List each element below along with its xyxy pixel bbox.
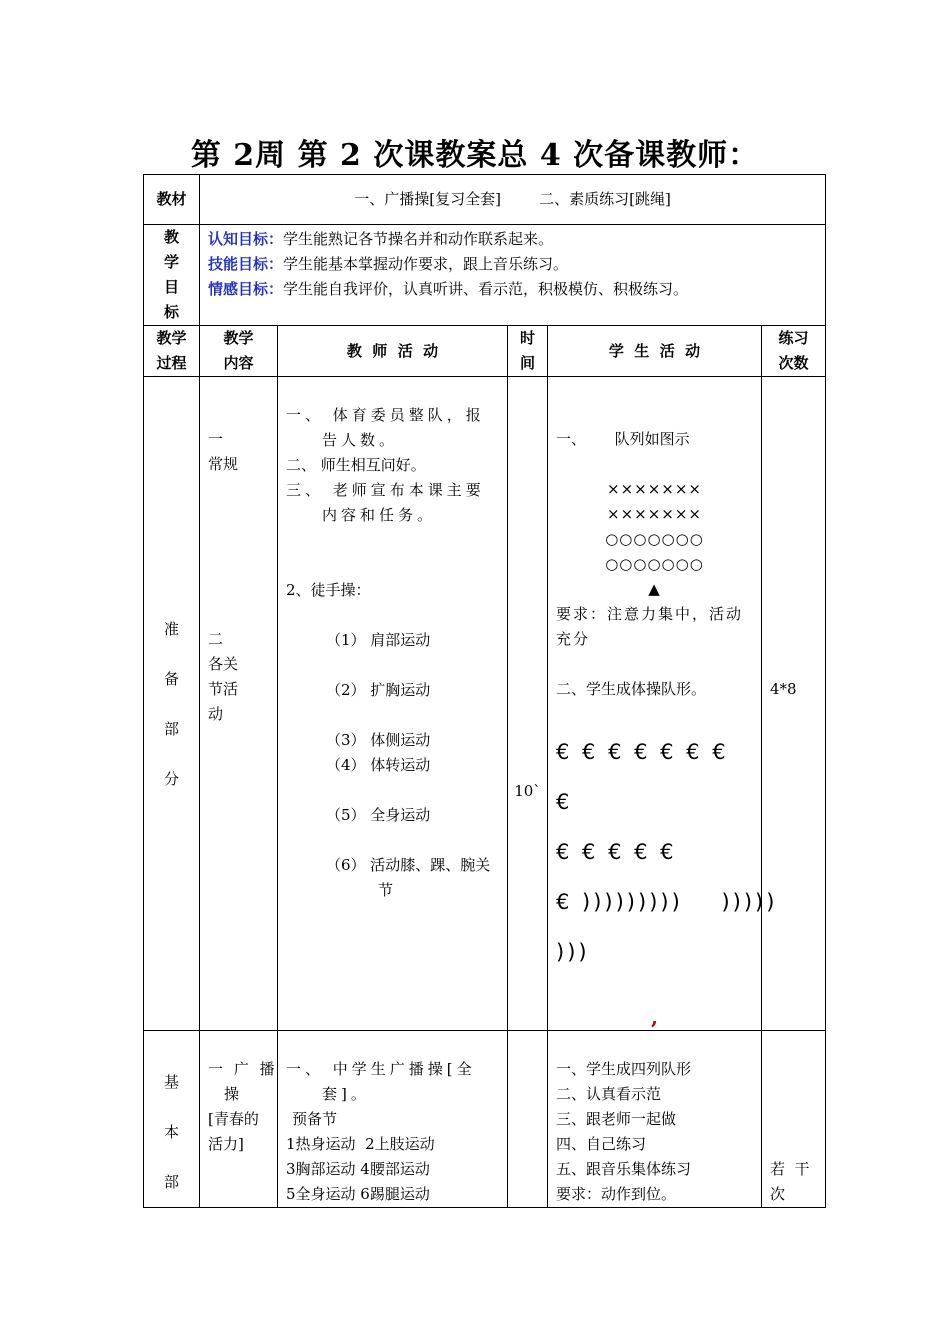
prep-student: 一、 队列如图示 ××××××× ××××××× ○○○○○○○ ○○○○○○○ ▲ 要求：注意力集中，活动充分 二、学生成体操队形。 € € € € € € € € € € € € € € ))))))))) ))))) ))) , xyxy=(548,377,762,1031)
header-process: 教学 过程 xyxy=(144,326,200,377)
basic-content: 一 广 播 操 [青春的 活力] xyxy=(200,1031,278,1208)
goals-label: 教 学 目 标 xyxy=(144,225,200,326)
header-content: 教学 内容 xyxy=(200,326,278,377)
basic-row xyxy=(144,1031,826,1208)
header-time: 时 间 xyxy=(508,326,548,377)
prep-teacher: 一、 体育委员整队，报告人数。 二、 师生相互问好。 三、 老师宣布本课主要内容和任务。 2、徒手操： （1） 肩部运动 （2） 扩胸运动 （3） 体侧运动 （4） 体转运动 （5） 全身运动 （6） 活动膝、踝、腕关节 xyxy=(278,377,508,1031)
prep-content: 一 常规 二 各关 节活 动 xyxy=(200,377,278,1031)
header-row xyxy=(144,326,826,377)
basic-process: 基 本 部 xyxy=(144,1031,200,1208)
basic-time xyxy=(508,1031,548,1208)
goal-emotion: 情感目标：学生能自我评价，认真听讲、看示范，积极模仿、积极练习。 xyxy=(208,280,689,298)
red-mark: , xyxy=(651,1005,658,1029)
gymnastics-formation: € € € € € € € € € € € € € € ))))))))) ))))) ))) xyxy=(556,740,778,964)
prep-reps: 4*8 xyxy=(762,377,826,1031)
prep-process: 准 备 部 分 xyxy=(144,377,200,1031)
prep-row xyxy=(144,377,826,1031)
header-reps: 练习 次数 xyxy=(762,326,826,377)
page-title: 第 2周 第 2 次课教案总 4 次备课教师： xyxy=(190,138,760,173)
header-student: 学 生 活 动 xyxy=(548,326,762,377)
prep-time: 10` xyxy=(508,377,548,1031)
goals-content xyxy=(200,225,826,326)
header-teacher: 教 师 活 动 xyxy=(278,326,508,377)
lesson-plan-table xyxy=(143,174,826,1208)
goals-row xyxy=(144,225,826,326)
goal-cognitive: 认知目标：学生能熟记各节操名并和动作联系起来。 xyxy=(208,230,554,248)
material-content: 一、广播操[复习全套] 二、素质练习[跳绳] xyxy=(200,175,826,225)
basic-teacher: 一、 中学生广播操[全套]。 预备节 1热身运动 2上肢运动 3胸部运动 4腰部运动 5全身运动 6踢腿运动 xyxy=(278,1031,508,1208)
basic-reps: 若 干 次 xyxy=(762,1031,826,1208)
goal-skill: 技能目标：学生能基本掌握动作要求，跟上音乐练习。 xyxy=(208,255,569,273)
formation-diagram: ××××××× ××××××× ○○○○○○○ ○○○○○○○ ▲ xyxy=(556,452,753,602)
material-label: 教材 xyxy=(144,175,200,225)
teacher-marker-icon: ▲ xyxy=(648,580,661,598)
material-row xyxy=(144,175,826,225)
basic-student: 一、学生成四列队形 二、认真看示范 三、跟老师一起做 四、自己练习 五、跟音乐集体练习 要求：动作到位。 xyxy=(548,1031,762,1208)
